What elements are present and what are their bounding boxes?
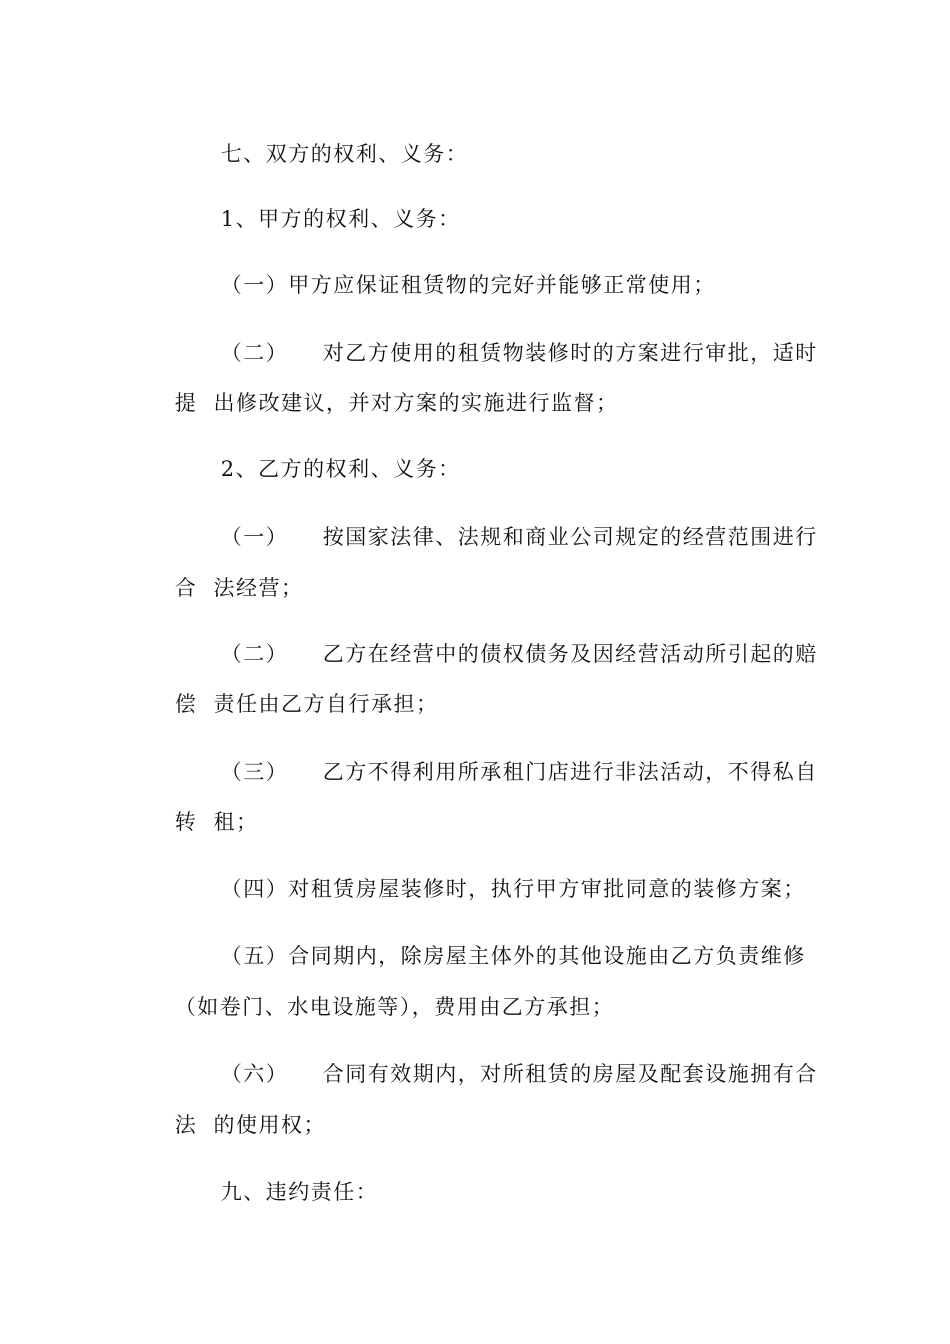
- clause-continuation-line: 偿 责任由乙方自行承担；: [174, 692, 439, 716]
- clause-line: （三） 乙方不得利用所承租门店进行非法活动，不得私自: [220, 760, 818, 784]
- clause-line: （一） 按国家法律、法规和商业公司规定的经营范围进行: [220, 525, 818, 549]
- section-heading: 七、双方的权利、义务：: [220, 142, 469, 166]
- clause-line: （二） 对乙方使用的租赁物装修时的方案进行审批，适时: [220, 341, 818, 365]
- clause-line: （六） 合同有效期内，对所租赁的房屋及配套设施拥有合: [220, 1062, 818, 1086]
- clause-line: （二） 乙方在经营中的债权债务及因经营活动所引起的赔: [220, 642, 818, 666]
- section-heading: 九、违约责任：: [220, 1180, 379, 1204]
- clause-continuation-line: 转 租；: [174, 810, 259, 834]
- clause-continuation-line: 提 出修改建议，并对方案的实施进行监督；: [174, 391, 619, 415]
- clause-line: （一）甲方应保证租赁物的完好并能够正常使用；: [220, 273, 716, 297]
- subsection-heading: 1、甲方的权利、义务：: [220, 207, 461, 231]
- subsection-heading: 2、乙方的权利、义务：: [220, 457, 461, 481]
- clause-continuation-line: （如卷门、水电设施等），费用由乙方承担；: [174, 995, 615, 1019]
- clause-continuation-line: 法 的使用权；: [174, 1113, 327, 1137]
- clause-continuation-line: 合 法经营；: [174, 576, 304, 600]
- clause-line: （四）对租赁房屋装修时，执行甲方审批同意的装修方案；: [220, 877, 806, 901]
- clause-line: （五）合同期内，除房屋主体外的其他设施由乙方负责维修: [220, 944, 806, 968]
